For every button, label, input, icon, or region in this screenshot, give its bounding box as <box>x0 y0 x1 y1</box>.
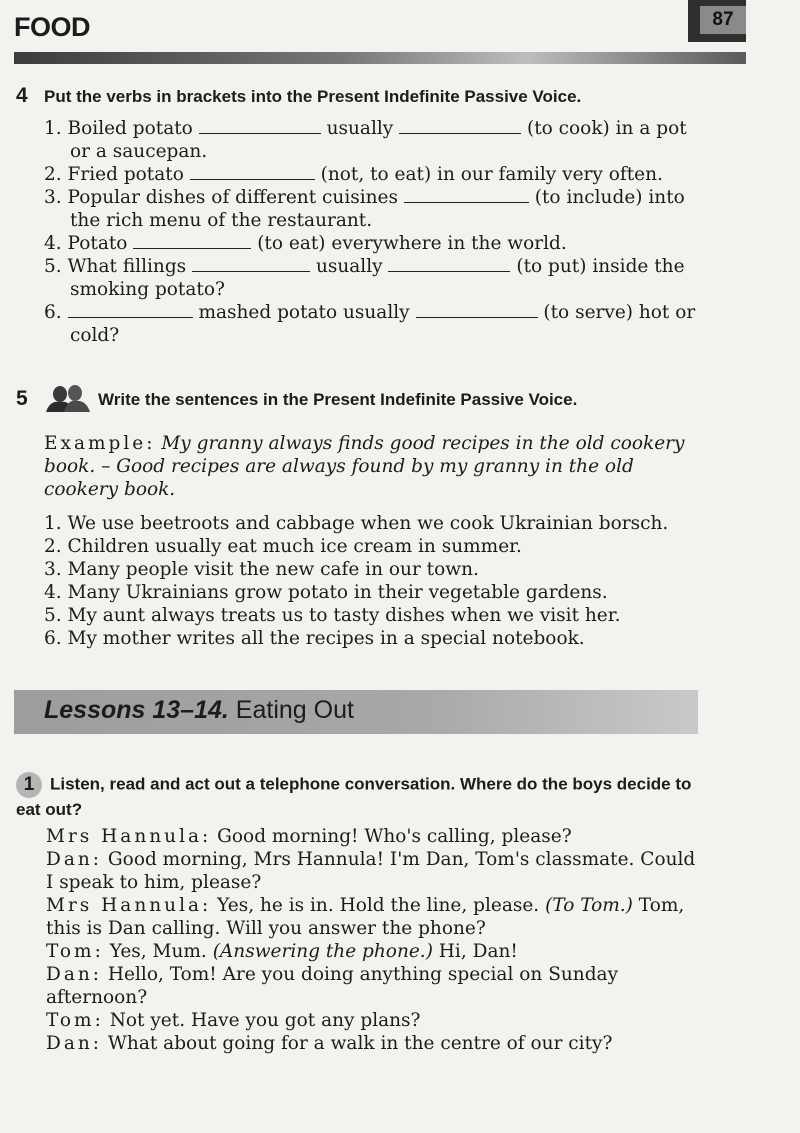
pair-work-icon <box>44 384 92 417</box>
exercise-number: 4 <box>16 84 28 107</box>
lesson-title <box>44 696 354 725</box>
example-text: My granny always finds good recipes in the old cookery book. – Good recipes are always found by my granny in the old cookery book. <box>44 433 685 500</box>
list-item: 2. Fried potato (not, to eat) in our family very often. <box>44 164 663 185</box>
exercise-4-list <box>44 117 704 347</box>
answer-blank[interactable] <box>192 256 310 272</box>
dialogue-line: Mrs Hannula: Yes, he is in. Hold the line, please. (To Tom.) Tom, this is Dan calling. Will you answer the phone? <box>46 895 685 939</box>
list-item: 5. What fillings usually (to put) inside the smoking potato? <box>44 256 685 300</box>
dialogue-line: Mrs Hannula: Good morning! Who's calling, please? <box>46 826 572 847</box>
stage-direction: (To Tom.) <box>545 895 633 916</box>
stage-direction: (Answering the phone.) <box>212 941 433 962</box>
speaker: Tom: <box>46 1010 104 1031</box>
speaker: Mrs Hannula: <box>46 895 212 916</box>
list-item: 3. Many people visit the new cafe in our town. <box>44 559 479 580</box>
exercise-number: 5 <box>16 386 28 410</box>
section-title: FOOD <box>14 12 90 42</box>
dialogue-line: Dan: What about going for a walk in the centre of our city? <box>46 1033 613 1054</box>
answer-blank[interactable] <box>133 233 251 249</box>
lesson-label: Lessons 13–14. <box>44 696 229 724</box>
speaker: Dan: <box>46 964 103 985</box>
list-item: 2. Children usually eat much ice cream in summer. <box>44 536 522 557</box>
list-item: 4. Potato (to eat) everywhere in the world. <box>44 233 567 254</box>
exercise-instruction: Listen, read and act out a telephone conversation. Where do the boys decide to eat out? <box>16 774 692 819</box>
speaker: Dan: <box>46 849 103 870</box>
dialogue-line: Tom: Not yet. Have you got any plans? <box>46 1010 421 1031</box>
lesson-topic: Eating Out <box>235 696 354 724</box>
answer-blank[interactable] <box>388 256 510 272</box>
dialogue-line: Dan: Good morning, Mrs Hannula! I'm Dan, Tom's classmate. Could I speak to him, please? <box>46 849 696 893</box>
header-rule <box>14 52 746 64</box>
list-item: 6. My mother writes all the recipes in a special notebook. <box>44 628 585 649</box>
speaker: Tom: <box>46 941 104 962</box>
exercise-1-heading <box>16 772 716 821</box>
answer-blank[interactable] <box>404 187 529 203</box>
exercise-5-heading <box>16 384 577 417</box>
answer-blank[interactable] <box>190 164 315 180</box>
exercise-instruction: Put the verbs in brackets into the Present Indefinite Passive Voice. <box>44 87 582 106</box>
dialogue-line: Dan: Hello, Tom! Are you doing anything special on Sunday afternoon? <box>46 964 619 1008</box>
list-item: 6. mashed potato usually (to serve) hot or cold? <box>44 302 696 346</box>
answer-blank[interactable] <box>399 118 521 134</box>
list-item: 1. We use beetroots and cabbage when we cook Ukrainian borsch. <box>44 513 669 534</box>
answer-blank[interactable] <box>199 118 321 134</box>
list-item: 3. Popular dishes of different cuisines (to include) into the rich menu of the restaurant. <box>44 187 685 231</box>
dialogue-line: Tom: Yes, Mum. (Answering the phone.) Hi, Dan! <box>46 941 518 962</box>
speaker: Mrs Hannula: <box>46 826 212 847</box>
example-label: Example: <box>44 433 156 454</box>
exercise-instruction: Write the sentences in the Present Indefinite Passive Voice. <box>98 389 578 409</box>
list-item: 4. Many Ukrainians grow potato in their vegetable gardens. <box>44 582 608 603</box>
example-block <box>44 432 704 501</box>
dialogue <box>46 825 704 1055</box>
list-item: 5. My aunt always treats us to tasty dishes when we visit her. <box>44 605 621 626</box>
page-number: 87 <box>700 6 746 34</box>
speaker: Dan: <box>46 1033 103 1054</box>
answer-blank[interactable] <box>68 302 193 318</box>
exercise-5-list <box>44 512 704 650</box>
answer-blank[interactable] <box>416 302 538 318</box>
list-item: 1. Boiled potato usually (to cook) in a pot or a saucepan. <box>44 118 687 162</box>
exercise-number: 1 <box>16 772 42 798</box>
exercise-4-heading <box>16 84 581 108</box>
